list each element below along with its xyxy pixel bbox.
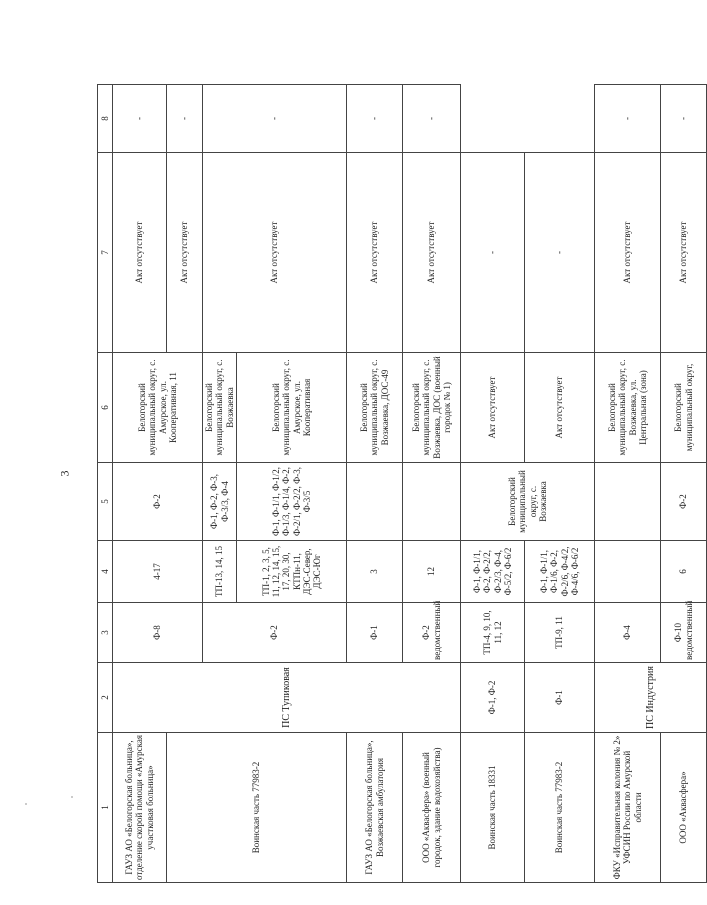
feeder-cell: Ф-2 — [203, 603, 347, 663]
header-row — [98, 85, 113, 883]
feeder-list-cell: Ф-1, Ф-1/1, Ф-1/2, Ф-1/3, Ф-1/4, Ф-2, Ф-2/1, Ф-2/2, Ф-3, Ф-3/5 — [237, 463, 347, 541]
note-cell: - — [525, 153, 595, 353]
act-cell: Акт отсутствует — [403, 153, 461, 353]
address-cell: Белогорский муниципальный округ, с. Возжаевка, ДОС-49 — [347, 353, 403, 463]
header-cell: 5 — [98, 463, 113, 541]
scan-dot — [71, 796, 73, 798]
feeder-cell: Ф-1 — [347, 603, 403, 663]
act-cell: Акт отсутствует — [595, 153, 661, 353]
substation-cell: ПС Индустрия — [595, 663, 707, 733]
act-cell: Акт отсутствует — [113, 153, 167, 353]
act-cell: Акт отсутствует — [167, 153, 203, 353]
page-number: 3 — [57, 470, 72, 477]
tp-cell: 12 — [403, 541, 461, 603]
table-row — [595, 85, 661, 883]
scan-dot — [25, 803, 27, 805]
feeder-list-cell — [595, 463, 661, 541]
note-cell: - — [595, 85, 661, 153]
table-row — [461, 85, 525, 883]
feeder-list-cell: Ф-2 — [661, 463, 707, 541]
header-cell: 2 — [98, 663, 113, 733]
feeder-cell: Ф-1 — [525, 663, 595, 733]
feeder-list-cell — [403, 463, 461, 541]
rotated-table-container — [97, 85, 694, 883]
table-row — [347, 85, 403, 883]
header-cell: 4 — [98, 541, 113, 603]
tp-cell: ТП-1, 2, 3, 5, 11, 12, 14, 15, 17, 20, 30, КТПн-11, ДЭС-Север, ДЭС-Юг — [237, 541, 347, 603]
consumer-cell: Воинская часть 77983-2 — [167, 733, 347, 883]
consumer-cell: ООО «Аквасфера» — [661, 733, 707, 883]
address-cell: Белогорский муниципальный округ, — [661, 353, 707, 463]
consumer-cell: Воинская часть 77983-2 — [525, 733, 595, 883]
tp-cell — [595, 541, 661, 603]
note-cell: - — [403, 85, 461, 153]
tp-cell: ТП-13, 14, 15 — [203, 541, 237, 603]
act-cell: Акт отсутствует — [347, 153, 403, 353]
feeder-cell: Ф-10 ведомственный — [661, 603, 707, 663]
tp-cell: 4-17 — [113, 541, 203, 603]
substation-cell: ПС Тупиковая — [113, 663, 461, 733]
header-cell: 6 — [98, 353, 113, 463]
feeder-cell: Ф-4 — [595, 603, 661, 663]
feeder-cell: Ф-2 ведомственный — [403, 603, 461, 663]
feeder-cell: Ф-8 — [113, 603, 203, 663]
consumer-cell: ООО «Аквасфера» (военный городок, здание водохозяйства) — [403, 733, 461, 883]
table-row — [403, 85, 461, 883]
consumer-cell: ФКУ «Исправительная колония № 2» УФСИН России по Амурской области — [595, 733, 661, 883]
table-row — [661, 85, 707, 883]
address-cell: Белогорский муниципальный округ, с. Возжаевка, ул. Центральная (зона) — [595, 353, 661, 463]
header-cell: 7 — [98, 153, 113, 353]
note-cell: - — [347, 85, 403, 153]
header-cell: 8 — [98, 85, 113, 153]
address-cell: Белогорский муниципальный округ, с. Возжаевка — [203, 353, 237, 463]
act-cell: Акт отсутствует — [203, 153, 347, 353]
address-cell: Белогорский муниципальный округ, с. Амурское, ул. Кооперативная, 11 — [113, 353, 203, 463]
tp-cell: 3 — [347, 541, 403, 603]
table-row — [113, 85, 167, 883]
tp-cell: ТП-9, 11 — [525, 603, 595, 663]
feeder-cell: Ф-1, Ф-2 — [461, 663, 525, 733]
tp-cell: ТП-4, 9, 10, 11, 12 — [461, 603, 525, 663]
feeder-list-cell: Ф-2 — [113, 463, 203, 541]
address-cell: Белогорский муниципальный округ, с. Возжаевка — [461, 463, 595, 541]
header-cell: 1 — [98, 733, 113, 883]
tp-cell: 6 — [661, 541, 707, 603]
consumer-cell: Воинская часть 18331 — [461, 733, 525, 883]
note-cell: - — [461, 153, 525, 353]
data-table — [97, 84, 707, 883]
address-cell: Белогорский муниципальный округ, с. Возжаевка, ДОС (военный городок № 1) — [403, 353, 461, 463]
header-cell: 3 — [98, 603, 113, 663]
act-cell: Акт отсутствует — [525, 353, 595, 463]
note-cell: - — [661, 85, 707, 153]
feeder-list-cell: Ф-1, Ф-1/1, Ф-1/6, Ф-2, Ф-2/6, Ф-4/2, Ф-4/6, Ф-6/2 — [525, 541, 595, 603]
feeder-list-cell: Ф-1, Ф-1/1, Ф-2, Ф-2/2, Ф-2/3, Ф-4, Ф-5/2, Ф-6/2 — [461, 541, 525, 603]
act-cell: Акт отсутствует — [461, 353, 525, 463]
feeder-list-cell — [347, 463, 403, 541]
note-cell: - — [113, 85, 167, 153]
act-cell: Акт отсутствует — [661, 153, 707, 353]
note-cell: - — [167, 85, 203, 153]
consumer-cell: ГАУЗ АО «Белогорская больница», отделение скорой помощи «Амурская участковая больница» — [113, 733, 167, 883]
note-cell: - — [203, 85, 347, 153]
address-cell: Белогорский муниципальный округ, с. Амурское, ул. Кооперативная — [237, 353, 347, 463]
consumer-cell: ГАУЗ АО «Белогорская больница», Возжаевская амбулатория — [347, 733, 403, 883]
feeder-list-cell: Ф-1, Ф-2, Ф-3, Ф-3/3, Ф-4 — [203, 463, 237, 541]
